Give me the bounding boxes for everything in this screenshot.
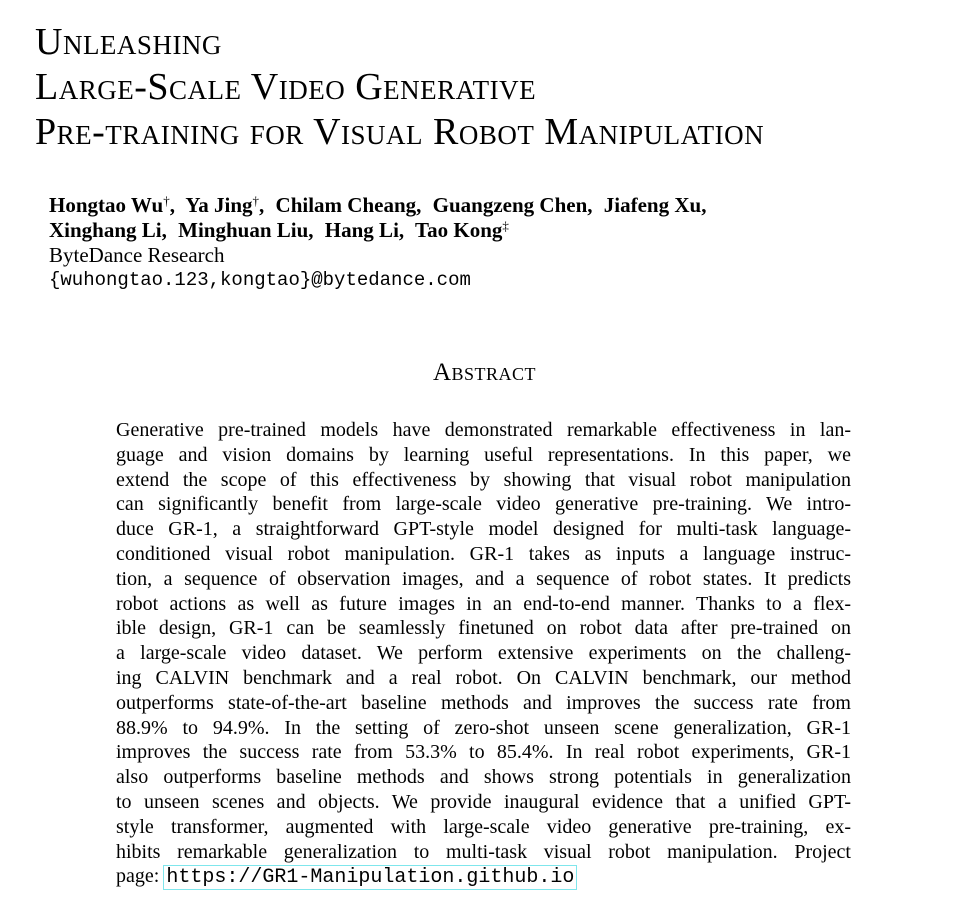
project-page-link[interactable]: https://GR1-Manipulation.github.io (166, 866, 575, 890)
author-separator: , (308, 218, 314, 242)
abstract-line: to unseen scenes and objects. We provide inaugural evidence that a unified GPT- (116, 790, 851, 813)
abstract-line: also outperforms baseline methods and shows strong potentials in generalization (116, 766, 851, 789)
author-name: Xinghang Li (49, 218, 162, 242)
abstract-line: a large-scale video dataset. We perform extensive experiments on the challeng- (116, 642, 851, 665)
author-mark: ‡ (502, 218, 509, 233)
author-separator: , (169, 193, 175, 217)
affiliation: ByteDance Research (49, 243, 225, 267)
author-separator: , (259, 193, 265, 217)
author-name: Guangzeng Chen (432, 193, 588, 217)
abstract-line: conditioned visual robot manipulation. GR-1 takes as inputs a language instruc- (116, 542, 851, 565)
author-mark: † (252, 193, 260, 208)
author-line-1 (49, 193, 712, 218)
abstract-line: extend the scope of this effectiveness by showing that visual robot manipulation (116, 468, 851, 491)
abstract-line: improves the success rate from 53.3% to 85.4%. In real robot experiments, GR-1 (116, 741, 851, 764)
author-block (49, 193, 712, 293)
author-separator: , (587, 193, 593, 217)
abstract-line: can significantly benefit from large-scale video generative pre-training. We intro- (116, 493, 851, 516)
title-line: Pre-training for Visual Robot Manipulation (35, 111, 765, 153)
author-separator: , (161, 218, 167, 242)
abstract-line: style transformer, augmented with large-scale video generative pre-training, ex- (116, 815, 851, 838)
author-separator: , (416, 193, 422, 217)
abstract-body (116, 418, 851, 889)
abstract-line: ible design, GR-1 can be seamlessly finetuned on robot data after pre-trained on (116, 617, 851, 640)
abstract-line: guage and vision domains by learning useful representations. In this paper, we (116, 443, 851, 466)
author-name: Chilam Cheang (275, 193, 417, 217)
paper-title (35, 20, 764, 155)
author-name: Minghuan Liu (178, 218, 309, 242)
author-name: Hongtao Wu (49, 193, 164, 217)
abstract-line: ing CALVIN benchmark and a real robot. On CALVIN benchmark, our method (116, 666, 851, 689)
author-email: {wuhongtao.123,kongtao}@bytedance.com (49, 269, 471, 291)
abstract-line: duce GR-1, a straightforward GPT-style model designed for multi-task language- (116, 518, 851, 541)
abstract-heading: Abstract (432, 359, 537, 386)
author-mark: † (163, 193, 170, 208)
author-line-2 (49, 218, 712, 243)
title-line: Large-Scale Video Generative (35, 66, 537, 108)
author-separator: , (701, 193, 707, 217)
abstract-line: 88.9% to 94.9%. In the setting of zero-shot unseen scene generalization, GR-1 (116, 716, 851, 739)
project-page-label: page: (116, 865, 160, 888)
author-name: Ya Jing (185, 193, 253, 217)
title-line: Unleashing (35, 21, 222, 63)
abstract-last-line (116, 864, 851, 889)
abstract-line: hibits remarkable generalization to multi-task visual robot manipulation. Project (116, 840, 851, 863)
abstract-line: robot actions as well as future images in an end-to-end manner. Thanks to a flex- (116, 592, 851, 615)
abstract-line: Generative pre-trained models have demonstrated remarkable effectiveness in lan- (116, 419, 851, 441)
author-name: Tao Kong (415, 218, 503, 242)
abstract-line: outperforms state-of-the-art baseline methods and improves the success rate from (116, 691, 851, 714)
author-separator: , (398, 218, 405, 242)
author-name: Jiafeng Xu (603, 193, 702, 217)
author-name: Hang Li (324, 218, 399, 242)
abstract-line: tion, a sequence of observation images, and a sequence of robot states. It predicts (116, 567, 851, 590)
